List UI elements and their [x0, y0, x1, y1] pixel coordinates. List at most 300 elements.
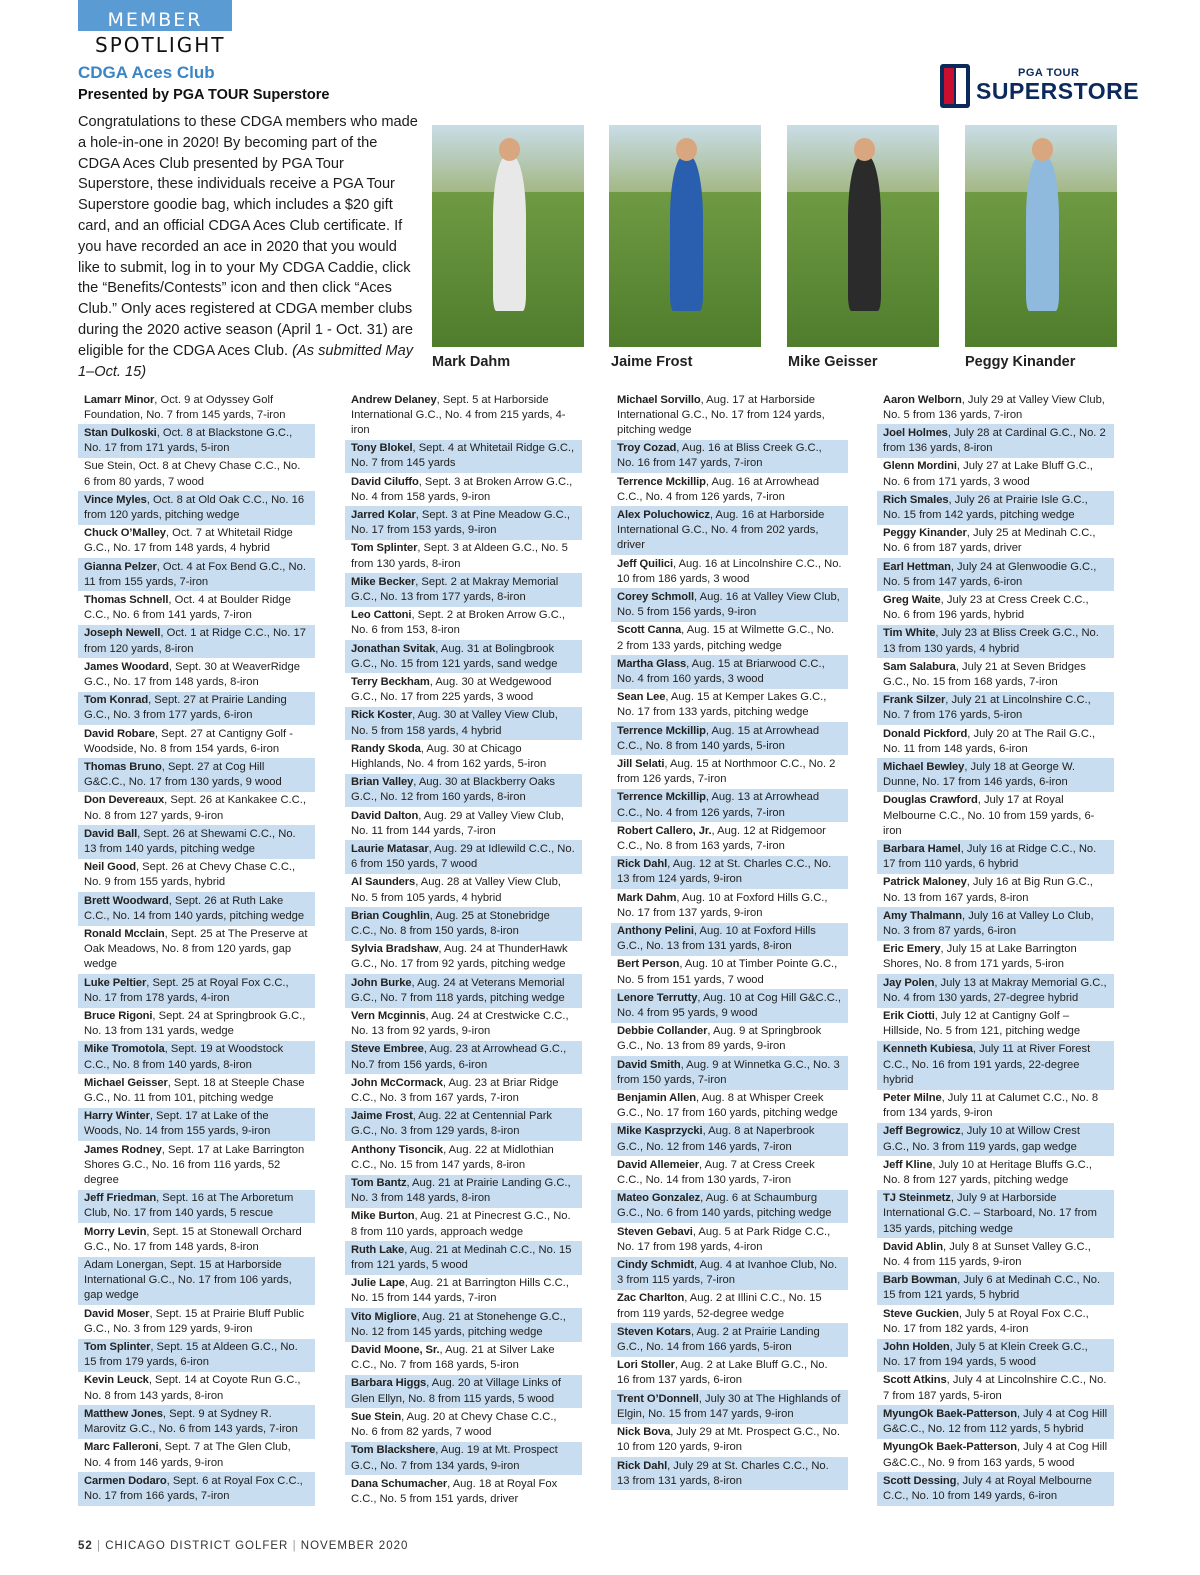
golfer-name: Matthew Jones	[84, 1407, 163, 1420]
ace-entry	[78, 658, 315, 691]
photo-caption: Peggy Kinander	[965, 354, 1076, 370]
ace-details: , July 5 at Royal Fox C.C., No. 17 from 182 yards, 4-iron	[883, 1307, 1089, 1335]
ace-details: , Sept. 4 at Whitetail Ridge G.C., No. 7 from 145 yards	[351, 442, 575, 470]
ace-entry	[345, 573, 582, 606]
golfer-name: Corey Schmoll	[617, 590, 695, 603]
golfer-name: James Rodney	[84, 1143, 162, 1156]
photo-caption: Mark Dahm	[432, 354, 511, 370]
ace-details: , Aug. 16 at Arrowhead C.C., No. 4 from 126 yards, 7-iron	[617, 475, 820, 503]
golfer-name: Leo Cattoni	[351, 609, 412, 622]
golfer-name: Terrence Mckillip	[617, 791, 706, 804]
ace-entry	[345, 1408, 582, 1441]
ace-entry	[611, 923, 848, 956]
ace-details: , Aug. 15 at Briarwood C.C., No. 4 from 160 yards, 3 wood	[617, 657, 825, 685]
ace-entry	[877, 1439, 1114, 1472]
ace-details: , July 11 at Calumet C.C., No. 8 from 134 yards, 9-iron	[883, 1092, 1099, 1120]
golfer-name: Ruth Lake	[351, 1243, 405, 1256]
ace-details: , Aug. 15 at Northmoor C.C., No. 2 from 126 yards, 7-iron	[617, 757, 836, 786]
ace-details: , Aug. 8 at Naperbrook G.C., No. 12 from 146 yards, 7-iron	[617, 1125, 815, 1153]
golfer-name: Glenn Mordini	[883, 460, 957, 473]
ace-details: , Aug. 8 at Whisper Creek G.C., No. 17 from 160 yards, pitching wedge	[617, 1092, 838, 1120]
ace-details: , Sept. 24 at Springbrook G.C., No. 13 from 131 yards, wedge	[84, 1010, 306, 1038]
ace-details: , Oct. 4 at Fox Bend G.C., No. 11 from 155 yards, 7-iron	[84, 560, 306, 588]
golfer-name: Barbara Higgs	[351, 1377, 427, 1390]
golfer-name: Lori Stoller	[617, 1359, 675, 1372]
article-title: CDGA Aces Club	[78, 63, 215, 82]
ace-details: , Sept. 26 at Chevy Chase C.C., No. 9 from 155 yards, hybrid	[84, 861, 296, 889]
golfer-name: Al Saunders	[351, 876, 416, 889]
ace-details: , Aug. 17 at Harborside International G.C., No. 17 from 124 yards, pitching wedge	[617, 393, 825, 436]
golfer-name: Peggy Kinander	[883, 527, 967, 540]
golfer-name: Scott Canna	[617, 624, 682, 637]
ace-details: , Aug. 21 at Prairie Landing G.C., No. 3 from 148 yards, 8-iron	[351, 1177, 571, 1205]
ace-details: , Aug. 5 at Park Ridge C.C., No. 17 from 198 yards, 4-iron	[617, 1225, 831, 1253]
ace-entry	[78, 792, 315, 825]
ace-details: , Aug. 30 at Valley View Club, No. 5 from 158 yards, 4 hybrid	[351, 709, 558, 737]
golfer-name: David Ciluffo	[351, 475, 419, 488]
golfer-name: Cindy Schmidt	[617, 1259, 695, 1272]
ace-details: , Aug. 16 at Lincolnshire C.C., No. 10 from 186 yards, 3 wood	[617, 557, 842, 585]
ace-entry	[611, 1323, 848, 1356]
ace-details: Adam Lonergan, Sept. 15 at Harborside International G.C., No. 17 from 106 yards, gap wedge	[84, 1259, 292, 1302]
ace-entry	[78, 1223, 315, 1256]
golfer-name: Thomas Schnell	[84, 593, 169, 606]
logo-line-1: PGA TOUR	[1018, 67, 1080, 79]
golfer-name: David Moser	[84, 1307, 150, 1320]
ace-details: , Aug. 23 at Arrowhead G.C., No.7 from 156 yards, 6-iron	[351, 1043, 567, 1071]
ace-entry	[877, 1472, 1114, 1505]
ace-details: , July 16 at Valley Lo Club, No. 3 from 87 yards, 6-iron	[883, 909, 1094, 937]
ace-details: , Aug. 15 at Arrowhead C.C., No. 8 from 140 yards, 5-iron	[617, 724, 820, 752]
golfer-name: Vince Myles	[84, 493, 147, 506]
ace-entry	[877, 1305, 1114, 1338]
ace-details: , Aug. 30 at Chicago Highlands, No. 4 from 162 yards, 5-iron	[351, 742, 547, 770]
ace-details: , Aug. 10 at Timber Pointe G.C., No. 5 from 151 yards, 7 wood	[617, 958, 838, 986]
ace-details: , Sept. 25 at The Preserve at Oak Meadows, No. 8 from 120 yards, gap wedge	[84, 928, 308, 971]
ace-details: , July 27 at Lake Bluff G.C., No. 6 from 171 yards, 3 wood	[883, 460, 1093, 488]
golfer-name: Gianna Pelzer	[84, 560, 157, 573]
ace-entry	[345, 607, 582, 640]
ace-entry	[78, 758, 315, 791]
golfer-name: Tony Blokel	[351, 442, 413, 455]
ace-details: , Sept. 26 at Shewami C.C., No. 13 from 140 yards, pitching wedge	[84, 827, 296, 855]
golfer-name: David Ablin	[883, 1240, 944, 1253]
golfer-name: Anthony Tisoncik	[351, 1143, 444, 1156]
golfer-name: Tom Splinter	[351, 542, 418, 555]
ace-details: , Sept. 27 at Cantigny Golf - Woodside, No. 8 from 154 yards, 6-iron	[84, 727, 293, 755]
photo-mark-dahm	[432, 125, 584, 347]
golfer-name: Steven Gebavi	[617, 1225, 693, 1238]
golfer-name: Sylvia Bradshaw	[351, 943, 439, 956]
ace-details: , Sept. 30 at WeaverRidge G.C., No. 17 from 148 yards, 8-iron	[84, 660, 300, 688]
publication-name: CHICAGO DISTRICT GOLFER	[105, 1540, 289, 1552]
ace-entry	[877, 391, 1114, 424]
golfer-name: MyungOk Baek-Patterson	[883, 1407, 1017, 1420]
golfer-figure	[493, 156, 526, 311]
golfer-name: David Moone, Sr.	[351, 1344, 440, 1357]
ace-entry	[78, 391, 315, 424]
ace-details: , Sept. 19 at Woodstock C.C., No. 8 from 140 yards, 8-iron	[84, 1043, 284, 1071]
golfer-name: Joel Holmes	[883, 426, 948, 439]
golfer-name: Mike Kasprzycki	[617, 1125, 703, 1138]
ace-entry	[345, 506, 582, 539]
ace-details: , Aug. 10 at Foxford Hills G.C., No. 13 from 131 yards, 8-iron	[617, 925, 816, 953]
golfer-name: Mike Becker	[351, 575, 416, 588]
golfer-name: Randy Skoda	[351, 742, 421, 755]
issue-date: NOVEMBER 2020	[300, 1540, 409, 1552]
golfer-name: Benjamin Allen	[617, 1092, 696, 1105]
golfer-name: Lamarr Minor	[84, 393, 155, 406]
ace-details: , Sept. 2 at Broken Arrow G.C., No. 6 from 153, 8-iron	[351, 609, 566, 637]
golfer-name: Robert Callero, Jr.	[617, 824, 712, 837]
golfer-name: Barb Bowman	[883, 1274, 958, 1287]
ace-details: , Aug. 31 at Bolingbrook G.C., No. 15 from 121 yards, sand wedge	[351, 642, 558, 670]
golfer-name: John Burke	[351, 976, 412, 989]
ace-details: , Aug. 10 at Foxford Hills G.C., No. 17 from 137 yards, 9-iron	[617, 891, 828, 919]
ace-entry	[611, 622, 848, 655]
ace-details: , July 29 at Valley View Club, No. 5 from 136 yards, 7-iron	[883, 393, 1105, 421]
ace-details: , Aug. 2 at Prairie Landing G.C., No. 14 from 166 yards, 5-iron	[617, 1325, 820, 1354]
ace-details: , July 28 at Cardinal G.C., No. 2 from 136 yards, 8-iron	[883, 426, 1106, 455]
ace-entry	[877, 941, 1114, 974]
ace-entry	[877, 974, 1114, 1007]
photo-caption: Mike Geisser	[788, 354, 878, 370]
ace-entry	[345, 1041, 582, 1074]
golfer-name: Terry Beckham	[351, 675, 430, 688]
ace-details: , July 12 at Cantigny Golf – Hillside, No. 5 from 121, pitching wedge	[883, 1010, 1081, 1038]
golfer-name: Don Devereaux	[84, 794, 165, 807]
ace-details: , Aug. 19 at Mt. Prospect G.C., No. 7 from 134 yards, 9-iron	[351, 1444, 558, 1472]
golfer-name: Jaime Frost	[351, 1110, 413, 1123]
ace-entry	[345, 1375, 582, 1408]
golfer-name: Barbara Hamel	[883, 842, 961, 855]
ace-entry	[345, 840, 582, 873]
golfer-name: Debbie Collander	[617, 1025, 708, 1038]
ace-details: , July 18 at George W. Dunne, No. 17 from 146 yards, 6-iron	[883, 760, 1075, 789]
ace-details: , Sept. 7 at The Glen Club, No. 4 from 146 yards, 9-iron	[84, 1441, 291, 1469]
ace-details: , Sept. 27 at Prairie Landing G.C., No. 3 from 177 yards, 6-iron	[84, 694, 287, 722]
footer-divider: |	[292, 1540, 297, 1552]
golfer-name: Carmen Dodaro	[84, 1474, 167, 1487]
golfer-name: TJ Steinmetz	[883, 1192, 951, 1205]
ace-entry	[345, 907, 582, 940]
ace-details: , July 16 at Big Run G.C., No. 13 from 167 yards, 8-iron	[883, 876, 1093, 904]
golfer-name: Vito Migliore	[351, 1310, 417, 1323]
page-footer	[78, 1540, 408, 1552]
ace-details: , Aug. 29 at Idlewild C.C., No. 6 from 150 yards, 7 wood	[351, 842, 575, 871]
ace-entry	[78, 625, 315, 658]
ace-details: , July 10 at Willow Crest G.C., No. 3 from 119 yards, gap wedge	[883, 1125, 1080, 1153]
ace-entry	[611, 1457, 848, 1490]
ace-entry	[611, 1090, 848, 1123]
ace-details: , Aug. 23 at Briar Ridge C.C., No. 3 from 167 yards, 7-iron	[351, 1076, 559, 1105]
ace-entry	[611, 555, 848, 588]
ace-entry	[78, 974, 315, 1007]
ace-details: , Aug. 7 at Cress Creek C.C., No. 14 from 130 yards, 7-iron	[617, 1158, 815, 1187]
ace-entry	[877, 1372, 1114, 1405]
ace-details: , Sept. 26 at Ruth Lake C.C., No. 14 from 140 yards, pitching wedge	[84, 894, 305, 922]
ace-details: , Aug. 6 at Schaumburg G.C., No. 6 from 140 yards, pitching wedge	[617, 1192, 832, 1220]
ace-details: , Sept. 15 at Aldeen G.C., No. 15 from 179 yards, 6-iron	[84, 1341, 298, 1369]
ace-entry	[78, 525, 315, 558]
ace-details: , Oct. 4 at Boulder Ridge C.C., No. 6 from 141 yards, 7-iron	[84, 593, 291, 622]
ace-entry	[78, 491, 315, 524]
golfer-name: Steve Embree	[351, 1043, 424, 1056]
golfer-name: Jay Polen	[883, 976, 935, 989]
ace-entry	[78, 1190, 315, 1223]
ace-details: , Sept. 3 at Pine Meadow G.C., No. 17 from 153 yards, 9-iron	[351, 508, 570, 537]
golfer-name: Scott Dessing	[883, 1474, 957, 1487]
ace-entry	[877, 1090, 1114, 1123]
ace-details: , Sept. 15 at Stonewall Orchard G.C., No. 17 from 148 yards, 8-iron	[84, 1225, 302, 1253]
pga-tour-superstore-logo	[940, 64, 1140, 110]
ace-details: , Aug. 2 at Lake Bluff G.C., No. 16 from 137 yards, 6-iron	[617, 1359, 828, 1387]
aces-column-1	[78, 391, 315, 1506]
ace-entry	[611, 956, 848, 989]
ace-entry	[611, 1357, 848, 1390]
ace-entry	[78, 591, 315, 624]
golfer-name: Steve Guckien	[883, 1307, 959, 1320]
ace-details: , Aug. 20 at Chevy Chase C.C., No. 6 from 82 yards, 7 wood	[351, 1410, 557, 1439]
ace-entry	[611, 689, 848, 722]
ace-entry	[877, 1156, 1114, 1189]
ace-entry	[611, 1290, 848, 1323]
ace-entry	[78, 892, 315, 925]
ace-details: , Sept. 5 at Harborside International G.C., No. 4 from 215 yards, 4-iron	[351, 393, 566, 436]
photo-mike-geisser	[787, 125, 939, 347]
golfer-name: Tom Blackshere	[351, 1444, 436, 1457]
golfer-name: Sue Stein	[351, 1410, 402, 1423]
golfer-name: MyungOk Baek-Patterson	[883, 1441, 1017, 1454]
aces-column-2	[345, 391, 582, 1509]
ace-entry	[345, 391, 582, 440]
ace-entry	[78, 1339, 315, 1372]
ace-details: , Sept. 15 at Prairie Bluff Public G.C., No. 3 from 129 yards, 9-iron	[84, 1307, 305, 1335]
ace-entry	[345, 974, 582, 1007]
ace-details: , Sept. 26 at Kankakee C.C., No. 8 from 127 yards, 9-iron	[84, 794, 306, 822]
ace-entry	[877, 840, 1114, 873]
ace-entry	[877, 725, 1114, 758]
ace-entry	[345, 1442, 582, 1475]
ace-entry	[877, 874, 1114, 907]
ace-entry	[877, 558, 1114, 591]
ace-details: , Aug. 16 at Harborside International G.C., No. 4 from 202 yards, driver	[617, 508, 825, 552]
ace-details: , Sept. 17 at Lake Barrington Shores G.C., No. 16 from 116 yards, 52 degree	[84, 1143, 305, 1187]
ace-entry	[78, 692, 315, 725]
golfer-name: Andrew Delaney	[351, 393, 437, 406]
ace-details: , July 11 at River Forest C.C., No. 16 from 191 yards, 22-degree hybrid	[883, 1043, 1091, 1086]
golfer-name: Dana Schumacher	[351, 1477, 448, 1490]
golfer-name: Jill Selati	[617, 757, 665, 770]
golfer-name: Trent O’Donnell	[617, 1392, 699, 1405]
ace-details: , July 13 at Makray Memorial G.C., No. 4 from 130 yards, 27-degree hybrid	[883, 976, 1107, 1004]
ace-details: , July 20 at The Rail G.C., No. 11 from 148 yards, 6-iron	[883, 727, 1096, 755]
golfer-name: Mark Dahm	[617, 891, 677, 904]
ace-details: , Aug. 16 at Bliss Creek G.C., No. 16 from 147 yards, 7-iron	[617, 442, 822, 470]
ace-details: , Aug. 9 at Springbrook G.C., No. 13 from 89 yards, 9-iron	[617, 1025, 822, 1053]
ace-entry	[877, 458, 1114, 491]
golfer-name: Patrick Maloney	[883, 876, 967, 889]
ace-entry	[78, 1372, 315, 1405]
ace-entry	[877, 591, 1114, 624]
ace-details: , Sept. 9 at Sydney R. Marovitz G.C., No. 6 from 143 yards, 7-iron	[84, 1407, 298, 1436]
golfer-name: Neil Good	[84, 861, 136, 874]
ace-details: , July 5 at Klein Creek G.C., No. 17 from 194 yards, 5 wood	[883, 1341, 1088, 1369]
ace-details: , Sept. 25 at Royal Fox C.C., No. 17 from 178 yards, 4-iron	[84, 976, 289, 1004]
section-tab: MEMBER	[78, 0, 232, 31]
golfer-name: John Holden	[883, 1341, 950, 1354]
ace-entry	[877, 1339, 1114, 1372]
ace-entry	[78, 926, 315, 975]
ace-details: , Oct. 8 at Blackstone G.C., No. 17 from 171 yards, 5-iron	[84, 426, 293, 455]
ace-details: , Aug. 30 at Wedgewood G.C., No. 17 from 225 yards, 3 wood	[351, 675, 552, 704]
ace-details: , Oct. 9 at Odyssey Golf Foundation, No. 7 from 145 yards, 7-iron	[84, 393, 286, 421]
golfer-name: Kevin Leuck	[84, 1374, 149, 1387]
ace-entry	[611, 856, 848, 889]
ace-details: , Sept. 6 at Royal Fox C.C., No. 17 from 166 yards, 7-iron	[84, 1474, 303, 1502]
ace-details: , July 4 at Royal Melbourne C.C., No. 10 from 149 yards, 6-iron	[883, 1474, 1092, 1502]
ace-details: , July 26 at Prairie Isle G.C., No. 15 from 142 yards, pitching wedge	[883, 493, 1088, 521]
golfer-name: Rick Dahl	[617, 858, 668, 871]
ace-entry	[611, 1056, 848, 1089]
ace-entry	[611, 506, 848, 555]
golfer-name: Joseph Newell	[84, 627, 161, 640]
ace-entry	[877, 1041, 1114, 1090]
logo-line-2: SUPERSTORE	[976, 78, 1140, 104]
ace-entry	[877, 792, 1114, 841]
golfer-name: Bruce Rigoni	[84, 1010, 153, 1023]
golfer-name: Jeff Kline	[883, 1158, 933, 1171]
golfer-name: Marc Falleroni	[84, 1441, 159, 1454]
golfer-name: David Robare	[84, 727, 155, 740]
ace-entry	[611, 655, 848, 688]
golfer-name: David Smith	[617, 1058, 681, 1071]
ace-details: , July 15 at Lake Barrington Shores, No. 8 from 171 yards, 5-iron	[883, 943, 1077, 971]
ace-details: , Aug. 10 at Cog Hill G&C.C., No. 4 from 95 yards, 9 wood	[617, 991, 841, 1020]
ace-entry	[78, 424, 315, 457]
ace-entry	[611, 1023, 848, 1056]
ace-entry	[611, 1190, 848, 1223]
golfer-name: Alex Poluchowicz	[617, 508, 710, 521]
ace-details: , July 29 at Mt. Prospect G.C., No. 10 from 120 yards, 9-iron	[617, 1426, 840, 1454]
golfer-name: Earl Hettman	[883, 560, 951, 573]
ace-entry	[345, 1141, 582, 1174]
ace-entry	[611, 1156, 848, 1189]
footer-divider: |	[97, 1540, 101, 1552]
ace-details: , Aug. 15 at Kemper Lakes G.C., No. 17 from 133 yards, pitching wedge	[617, 691, 827, 719]
golfer-name: Chuck O’Malley	[84, 527, 166, 540]
ace-details: , Aug. 15 at Wilmette G.C., No. 2 from 133 yards, pitching wedge	[617, 624, 835, 652]
golfer-name: Scott Atkins	[883, 1374, 947, 1387]
ace-details: , July 21 at Lincolnshire C.C., No. 7 from 176 yards, 5-iron	[883, 694, 1091, 722]
ace-entry	[78, 725, 315, 758]
golfer-name: Sam Salabura	[883, 660, 956, 673]
ace-entry	[877, 491, 1114, 524]
page-number: 52	[78, 1540, 93, 1552]
golfer-name: Mateo Gonzalez	[617, 1192, 701, 1205]
ace-entry	[345, 707, 582, 740]
aces-column-4	[877, 391, 1114, 1506]
ace-entry	[611, 1424, 848, 1457]
ace-details: , Oct. 8 at Old Oak C.C., No. 16 from 120 yards, pitching wedge	[84, 493, 305, 521]
golfer-name: Jonathan Svitak	[351, 642, 436, 655]
ace-entry	[611, 440, 848, 473]
ace-details: , Sept. 3 at Aldeen G.C., No. 5 from 130 yards, 8-iron	[351, 542, 568, 570]
golfer-name: Nick Bova	[617, 1426, 671, 1439]
ace-entry	[611, 588, 848, 621]
ace-entry	[78, 1008, 315, 1041]
golfer-name: Brian Coughlin	[351, 909, 430, 922]
golfer-name: Troy Cozad	[617, 442, 677, 455]
ace-entry	[345, 1008, 582, 1041]
ace-details: , Aug. 20 at Village Links of Glen Ellyn, No. 8 from 115 yards, 5 wood	[351, 1377, 561, 1405]
ace-details: , July 23 at Bliss Creek G.C., No. 13 from 130 yards, 4 hybrid	[883, 627, 1099, 655]
ace-details: , July 24 at Glenwoodie G.C., No. 5 from 147 yards, 6-iron	[883, 560, 1097, 588]
golfer-name: Steven Kotars	[617, 1325, 691, 1338]
ace-details: , Aug. 21 at Silver Lake C.C., No. 7 from 168 yards, 5-iron	[351, 1344, 555, 1372]
golfer-name: Jarred Kolar	[351, 508, 416, 521]
ace-details: , Aug. 12 at St. Charles C.C., No. 13 from 124 yards, 9-iron	[617, 858, 832, 886]
golfer-name: Ronald Mcclain	[84, 928, 165, 940]
ace-entry	[78, 1439, 315, 1472]
ace-details: , July 6 at Medinah C.C., No. 15 from 121 yards, 5 hybrid	[883, 1274, 1101, 1302]
ace-entry	[78, 1257, 315, 1306]
ace-details: , Aug. 9 at Winnetka G.C., No. 3 from 150 yards, 7-iron	[617, 1058, 840, 1086]
golfer-name: Michael Bewley	[883, 760, 965, 773]
golfer-name: Anthony Pelini	[617, 925, 694, 937]
ace-entry	[611, 989, 848, 1022]
ace-details: , Sept. 14 at Coyote Run G.C., No. 8 from 143 yards, 8-iron	[84, 1374, 301, 1402]
intro-paragraph	[78, 112, 418, 382]
ace-entry	[78, 1108, 315, 1141]
golfer-figure	[1026, 156, 1059, 311]
ace-details: , Aug. 22 at Centennial Park G.C., No. 3 from 129 yards, 8-iron	[351, 1110, 553, 1138]
ace-entry	[345, 1308, 582, 1341]
ace-details: , Aug. 16 at Valley View Club, No. 5 from 156 yards, 9-iron	[617, 590, 840, 619]
golfer-name: Tom Splinter	[84, 1341, 151, 1354]
section-label: SPOTLIGHT	[95, 33, 226, 57]
ace-details: , Aug. 2 at Illini C.C., No. 15 from 119 yards, 52-degree wedge	[617, 1292, 822, 1320]
ace-entry	[345, 740, 582, 773]
ace-details: , Sept. 2 at Makray Memorial G.C., No. 13 from 177 yards, 8-iron	[351, 575, 559, 603]
ace-details: , Aug. 29 at Valley View Club, No. 11 from 144 yards, 7-iron	[351, 809, 564, 837]
ace-details: , July 23 at Cress Creek C.C., No. 6 from 196 yards, hybrid	[883, 593, 1089, 622]
ace-entry	[877, 625, 1114, 658]
ace-details: , Sept. 17 at Lake of the Woods, No. 14 from 155 yards, 9-iron	[84, 1110, 271, 1138]
golfer-name: Michael Geisser	[84, 1076, 168, 1089]
ace-entry	[877, 692, 1114, 725]
ace-entry	[877, 424, 1114, 457]
ace-entry	[345, 440, 582, 473]
golfer-name: Peter Milne	[883, 1092, 942, 1105]
ace-entry	[78, 825, 315, 858]
golfer-name: Luke Peltier	[84, 976, 147, 989]
ace-entry	[611, 1390, 848, 1423]
ace-entry	[345, 807, 582, 840]
ace-entry	[877, 907, 1114, 940]
golfer-name: Mike Burton	[351, 1210, 415, 1223]
ace-details: , July 9 at Harborside International G.C. – Starboard, No. 17 from 135 yards, pitching wedge	[883, 1192, 1097, 1235]
golfer-name: Greg Waite	[883, 593, 941, 606]
ace-details: , Aug. 13 at Arrowhead C.C., No. 4 from 126 yards, 7-iron	[617, 791, 820, 819]
ace-entry	[345, 941, 582, 974]
golfer-name: Julie Lape	[351, 1277, 405, 1290]
photo-jaime-frost	[609, 125, 761, 347]
golfer-name: Frank Silzer	[883, 694, 946, 707]
ace-entry	[877, 1123, 1114, 1156]
golfer-name: Stan Dulkoski	[84, 426, 157, 439]
ace-details: , Sept. 27 at Cog Hill G&C.C., No. 17 from 130 yards, 9 wood	[84, 760, 282, 789]
